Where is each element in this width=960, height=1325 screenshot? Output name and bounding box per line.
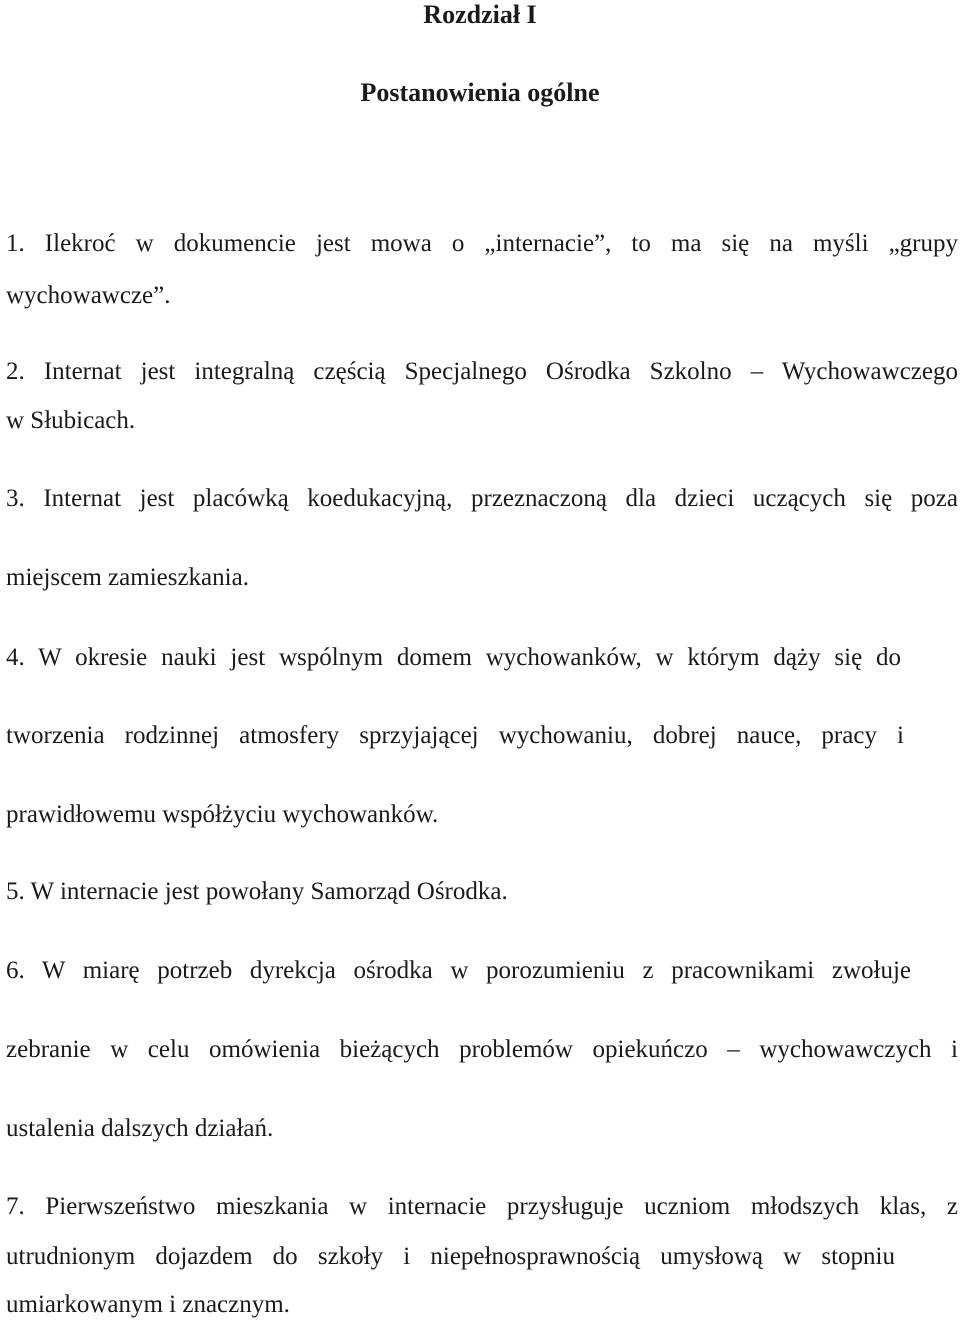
chapter-subtitle: Postanowienia ogólne [360, 78, 600, 107]
text-line-12: zebranie w celu omówienia bieżących problemów opiekuńczo – wychowawczych i [6, 1036, 958, 1063]
text-line-14: 7. Pierwszeństwo mieszkania w internacie przysługuje uczniom młodszych klas, z [6, 1193, 958, 1220]
text-line-8: tworzenia rodzinnej atmosfery sprzyjającej wychowaniu, dobrej nauce, pracy i [6, 722, 904, 749]
text-line-11: 6. W miarę potrzeb dyrekcja ośrodka w porozumieniu z pracownikami zwołuje [6, 957, 911, 984]
text-line-2: wychowawcze”. [6, 282, 171, 309]
text-line-5: 3. Internat jest placówką koedukacyjną, przeznaczoną dla dzieci uczących się poza [6, 485, 958, 512]
text-line-9: prawidłowemu współżyciu wychowanków. [6, 801, 439, 828]
text-line-6: miejscem zamieszkania. [6, 564, 249, 591]
text-line-4: w Słubicach. [6, 407, 136, 434]
text-line-7: 4. W okresie nauki jest wspólnym domem wychowanków, w którym dąży się do [6, 644, 901, 671]
text-line-16: umiarkowanym i znacznym. [6, 1291, 290, 1318]
text-line-10: 5. W internacie jest powołany Samorząd Ośrodka. [6, 878, 508, 905]
text-line-1: 1. Ilekroć w dokumencie jest mowa o „internacie”, to ma się na myśli „grupy [6, 230, 958, 257]
text-line-13: ustalenia dalszych działań. [6, 1115, 274, 1142]
text-line-3: 2. Internat jest integralną częścią Specjalnego Ośrodka Szkolno – Wychowawczego [6, 358, 958, 385]
chapter-title: Rozdział I [423, 0, 537, 29]
text-line-15: utrudnionym dojazdem do szkoły i niepełnosprawnością umysłową w stopniu [6, 1243, 895, 1270]
